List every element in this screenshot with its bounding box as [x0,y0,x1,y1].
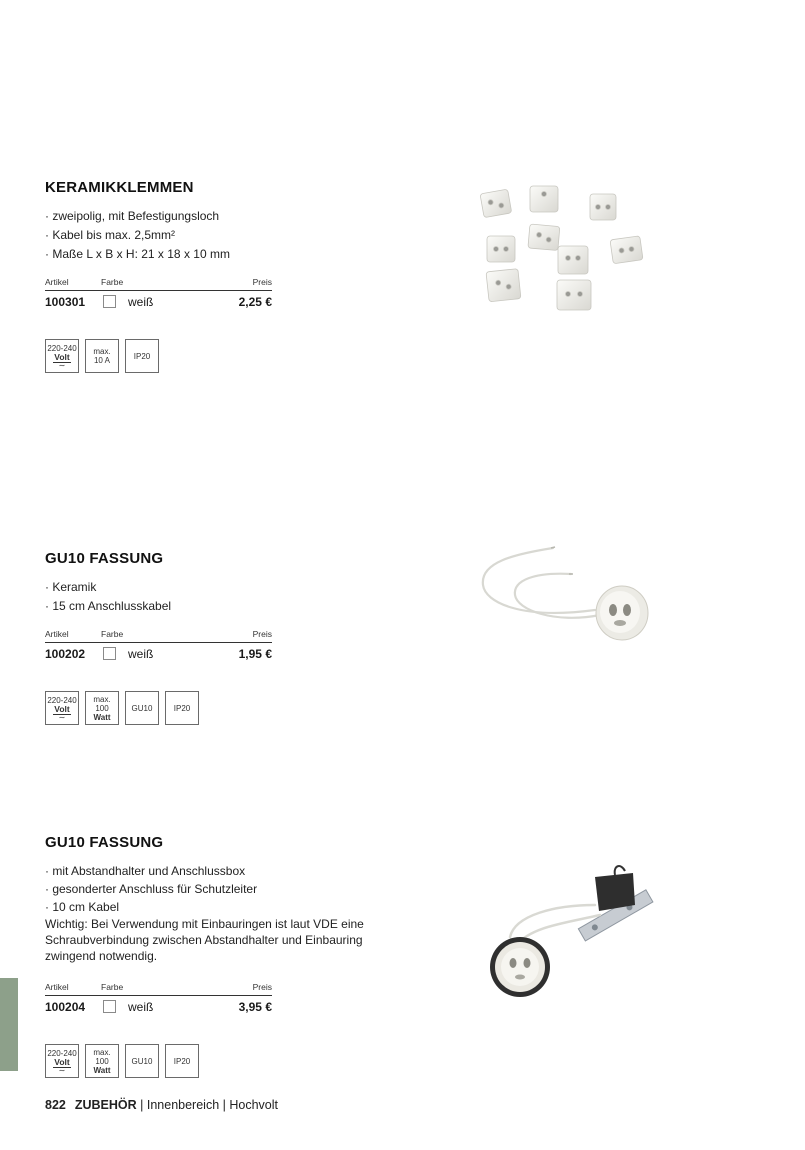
feature-item: · 10 cm Kabel [45,900,120,914]
feature-list [45,578,375,616]
table-row [45,291,272,313]
ac-wave-icon: ∼ [58,1066,66,1075]
ip20-icon [165,1044,199,1078]
icon-bottom-text: Watt [93,1065,111,1075]
table-row [45,643,272,665]
spec-icons [45,339,375,375]
icon-top-text: IP20 [173,703,191,713]
product-title: GU10 FASSUNG [45,834,164,851]
footer-breadcrumb: | Innenbereich | Hochvolt [136,1098,278,1112]
gu10-socket-spacer-image [475,865,665,1000]
voltage-icon [45,1044,79,1078]
gu10-socket-image [475,540,660,650]
max-watt-icon [85,691,119,725]
feature-list [45,207,375,264]
feature-item: · Keramik [45,580,97,594]
icon-top-text: max. [93,347,111,356]
product-gu10-fassung-abstandhalter [45,834,375,1080]
header-color: Farbe [101,982,124,992]
color-label: weiß [128,295,154,309]
icon-top-text: 220-240 [47,1049,77,1058]
ip20-icon [125,339,159,373]
spec-icons [45,1044,375,1080]
feature-item: · 15 cm Anschlusskabel [45,599,172,613]
article-table [45,627,272,665]
icon-top-text: IP20 [133,351,151,361]
icon-top-text: max. 100 [93,1047,111,1066]
article-table [45,980,272,1018]
icon-top-text: IP20 [173,1056,191,1066]
icon-top-text: 220-240 [47,344,77,353]
ip20-icon [165,691,199,725]
price: 1,95 € [238,647,272,661]
color-label: weiß [128,647,154,661]
page-number: 822 [45,1098,66,1112]
table-row [45,996,272,1018]
ac-wave-icon: ∼ [58,713,66,722]
article-number: 100202 [45,647,86,661]
section-tab-marker [0,978,18,1071]
icon-top-text: max. 100 [93,694,111,713]
icon-bottom-text: Volt [54,352,70,362]
article-number: 100301 [45,295,86,309]
icon-top-text: 220-240 [47,696,77,705]
table-header [45,627,272,643]
feature-item: · Maße L x B x H: 21 x 18 x 10 mm [45,247,230,261]
footer-category: ZUBEHÖR [74,1098,137,1112]
voltage-icon [45,339,79,373]
article-table [45,275,272,313]
voltage-icon [45,691,79,725]
color-swatch [103,647,116,660]
article-number: 100204 [45,1000,86,1014]
gu10-icon [125,1044,159,1078]
price: 3,95 € [238,1000,272,1014]
vde-note: Wichtig: Bei Verwendung mit Einbauringen ist laut VDE eine Schraubverbindung zwischen Abstandhalter und Einbauring zwingend notwendig. [45,917,364,963]
header-color: Farbe [101,629,124,639]
icon-top-text: GU10 [131,703,153,713]
feature-item: · zweipolig, mit Befestigungsloch [45,209,220,223]
ac-wave-icon: ∼ [58,361,66,370]
product-gu10-fassung-keramik [45,550,375,727]
header-article: Artikel [45,277,69,287]
page-footer [45,1098,278,1112]
header-article: Artikel [45,982,69,992]
product-keramikklemmen [45,179,375,375]
header-price: Preis [252,629,272,639]
feature-item: · mit Abstandhalter und Anschlussbox [45,864,246,878]
icon-top-text: GU10 [131,1056,153,1066]
icon-bottom-text: 10 A [93,356,110,365]
icon-bottom-text: Volt [54,704,70,714]
table-header [45,980,272,996]
max-current-icon [85,339,119,373]
header-article: Artikel [45,629,69,639]
max-watt-icon [85,1044,119,1078]
gu10-icon [125,691,159,725]
header-price: Preis [252,982,272,992]
feature-list [45,862,375,916]
ceramic-terminals-image [470,180,655,320]
color-label: weiß [128,1000,154,1014]
color-swatch [103,295,116,308]
color-swatch [103,1000,116,1013]
product-title: KERAMIKKLEMMEN [45,179,194,196]
icon-bottom-text: Volt [54,1057,70,1067]
feature-item: · gesonderter Anschluss für Schutzleiter [45,882,258,896]
spec-icons [45,691,375,727]
header-color: Farbe [101,277,124,287]
table-header [45,275,272,291]
feature-item: · Kabel bis max. 2,5mm² [45,228,176,242]
header-price: Preis [252,277,272,287]
product-title: GU10 FASSUNG [45,550,164,567]
price: 2,25 € [238,295,272,309]
icon-bottom-text: Watt [93,712,111,722]
